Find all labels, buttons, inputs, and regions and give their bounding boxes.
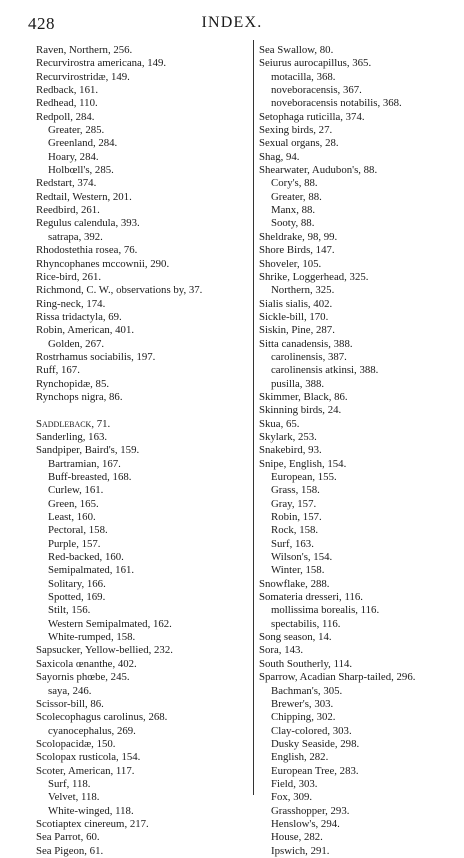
index-entry: Setophaga ruticilla, 374.: [259, 110, 365, 123]
index-subentry: Green, 165.: [48, 497, 99, 510]
index-subentry: noveboracensis notabilis, 368.: [271, 97, 402, 110]
index-subentry: Field, 303.: [271, 777, 318, 790]
index-entry: Skylark, 253.: [259, 430, 317, 443]
index-entry: Shrike, Loggerhead, 325.: [259, 270, 369, 283]
index-subentry: Least, 160.: [48, 511, 96, 524]
index-entry: Sitta canadensis, 388.: [259, 337, 353, 350]
index-subentry: carolinensis, 387.: [271, 350, 347, 363]
index-entry: Scissor-bill, 86.: [36, 697, 104, 710]
index-subentry: Manx, 88.: [271, 204, 316, 217]
index-subentry: Spotted, 169.: [48, 591, 106, 604]
index-entry: Redback, 161.: [36, 84, 99, 97]
index-subentry: Surf, 118.: [48, 777, 91, 790]
index-entry: Richmond, C. W., observations by, 37.: [36, 284, 203, 297]
section-gap: [36, 404, 254, 417]
index-subentry: House, 282.: [271, 831, 323, 844]
index-subentry: Rock, 158.: [271, 524, 319, 537]
index-entry: Sialis sialis, 402.: [259, 297, 333, 310]
index-entry: Sexing birds, 27.: [259, 124, 333, 137]
index-subentry: Sooty, 88.: [271, 217, 315, 230]
index-subentry: Stilt, 156.: [48, 604, 91, 617]
index-entry: Saddleback, 71.: [36, 417, 111, 430]
page-header: [28, 14, 436, 36]
index-subentry: European, 155.: [271, 471, 337, 483]
index-subentry: European Tree, 283.: [271, 764, 359, 777]
index-subentry: Surf, 163.: [271, 537, 314, 550]
index-subentry: Velvet, 118.: [48, 791, 100, 804]
index-entry: Recurvirostridæ, 149.: [36, 70, 130, 83]
index-subentry: carolinensis atkinsi, 388.: [271, 364, 379, 377]
index-entry: Rynchopidæ, 85.: [36, 377, 110, 390]
index-entry: Song season, 14.: [259, 631, 332, 644]
index-subentry: saya, 246.: [48, 684, 92, 697]
index-entry: Saxicola œnanthe, 402.: [36, 657, 137, 670]
index-entry: Rhodostethia rosea, 76.: [36, 244, 138, 257]
index-entry: Redtail, Western, 201.: [36, 190, 132, 203]
index-entry: Skua, 65.: [259, 417, 300, 430]
page-number: 428: [28, 14, 55, 33]
index-subentry: Western Semipalmated, 162.: [48, 617, 172, 630]
index-entry: Sayornis phœbe, 245.: [36, 671, 130, 684]
index-subentry: English, 282.: [271, 751, 329, 764]
index-entry: Shore Birds, 147.: [259, 244, 335, 257]
index-subentry: Buff-breasted, 168.: [48, 471, 132, 483]
index-subentry: Robin, 157.: [271, 511, 322, 524]
index-entry: Sandpiper, Baird's, 159.: [36, 444, 140, 457]
index-subentry: Pectoral, 158.: [48, 524, 108, 537]
index-entry: Scotiaptex cinereum, 217.: [36, 817, 149, 830]
index-subentry: Purple, 157.: [48, 537, 101, 550]
index-entry: Robin, American, 401.: [36, 324, 135, 337]
index-entry: Scolopacidæ, 150.: [36, 737, 116, 750]
index-entry: Scolopax rusticola, 154.: [36, 751, 141, 764]
index-entry: Siskin, Pine, 287.: [259, 324, 335, 337]
index-subentry: Cory's, 88.: [271, 177, 318, 190]
index-subentry: Golden, 267.: [48, 337, 105, 350]
index-entry: Somateria dresseri, 116.: [259, 591, 363, 604]
index-subentry: Henslow's, 294.: [271, 817, 340, 830]
index-entry: Sickle-bill, 170.: [259, 310, 329, 323]
index-entry: Recurvirostra americana, 149.: [36, 57, 167, 70]
index-subentry: pusilla, 388.: [271, 377, 325, 390]
index-subentry: Semipalmated, 161.: [48, 564, 135, 577]
index-entry: Rissa tridactyla, 69.: [36, 310, 122, 323]
index-entry: Sora, 143.: [259, 644, 304, 657]
index-subentry: Winter, 158.: [271, 564, 325, 577]
index-column-right: [259, 44, 459, 858]
index-subentry: Grasshopper, 293.: [271, 804, 350, 817]
index-entry: Sea Swallow, 80.: [259, 44, 334, 56]
index-entry: Reedbird, 261.: [36, 204, 100, 217]
index-subentry: Northern, 325.: [271, 284, 335, 297]
index-subentry: Ipswich, 291.: [271, 844, 330, 857]
index-entry: Ring-neck, 174.: [36, 297, 106, 310]
index-subentry: cyanocephalus, 269.: [48, 724, 136, 737]
index-column-left: [36, 44, 254, 858]
index-entry: Sapsucker, Yellow-bellied, 232.: [36, 644, 173, 657]
index-subentry: motacilla, 368.: [271, 70, 336, 83]
index-entry: Redhead, 110.: [36, 97, 98, 110]
index-entry: Skinning birds, 24.: [259, 404, 342, 417]
index-subentry: Bartramian, 167.: [48, 457, 121, 470]
index-entry: Rhyncophanes mccownii, 290.: [36, 257, 170, 270]
index-entry: Rynchops nigra, 86.: [36, 390, 123, 403]
index-entry: Redstart, 374.: [36, 177, 97, 190]
index-entry: Sheldrake, 98, 99.: [259, 230, 338, 243]
index-entry: Scoter, American, 117.: [36, 764, 135, 777]
index-subentry: Greenland, 284.: [48, 137, 118, 150]
index-subentry: Clay-colored, 303.: [271, 724, 352, 737]
index-subentry: Curlew, 161.: [48, 484, 104, 497]
index-entry: Redpoll, 284.: [36, 110, 95, 123]
index-entry: Shearwater, Audubon's, 88.: [259, 164, 378, 177]
page-title: INDEX.: [201, 14, 263, 31]
column-divider: [253, 40, 254, 795]
index-subentry: Grass, 158.: [271, 484, 320, 497]
index-entry: Sanderling, 163.: [36, 430, 108, 443]
index-subentry: Solitary, 166.: [48, 577, 106, 590]
index-entry: Skimmer, Black, 86.: [259, 390, 348, 403]
index-subentry: Holbœll's, 285.: [48, 164, 114, 177]
index-entry: Sexual organs, 28.: [259, 137, 339, 150]
index-entry: Rice-bird, 261.: [36, 270, 102, 283]
index-entry: Ruff, 167.: [36, 364, 80, 377]
index-subentry: noveboracensis, 367.: [271, 84, 362, 97]
index-subentry: mollissima borealis, 116.: [271, 604, 380, 617]
index-subentry: Hoary, 284.: [48, 150, 99, 163]
index-subentry: Fox, 309.: [271, 791, 313, 804]
index-subentry: Greater, 285.: [48, 124, 105, 137]
index-entry: Rostrhamus sociabilis, 197.: [36, 350, 156, 363]
index-entry: South Southerly, 114.: [259, 657, 353, 670]
index-entry: Scolecophagus carolinus, 268.: [36, 711, 168, 724]
index-subentry: satrapa, 392.: [48, 230, 103, 243]
index-entry: Sea Pigeon, 61.: [36, 844, 104, 857]
index-subentry: White-winged, 118.: [48, 804, 134, 817]
index-entry: Sea Parrot, 60.: [36, 831, 100, 844]
index-entry: Seiurus aurocapillus, 365.: [259, 57, 372, 70]
index-entry: Snipe, English, 154.: [259, 457, 347, 470]
index-subentry: Gray, 157.: [271, 497, 317, 510]
index-entry: Shag, 94.: [259, 150, 300, 163]
index-entry: Shoveler, 105.: [259, 257, 322, 270]
index-entry: Regulus calendula, 393.: [36, 217, 140, 230]
index-entry: Raven, Northern, 256.: [36, 44, 133, 56]
index-subentry: Brewer's, 303.: [271, 697, 334, 710]
index-subentry: White-rumped, 158.: [48, 631, 136, 644]
index-subentry: Red-backed, 160.: [48, 551, 124, 564]
index-entry: Snakebird, 93.: [259, 444, 322, 457]
index-subentry: spectabilis, 116.: [271, 617, 341, 630]
index-subentry: Dusky Seaside, 298.: [271, 737, 360, 750]
index-subentry: Wilson's, 154.: [271, 551, 333, 564]
index-subentry: Bachman's, 305.: [271, 684, 343, 697]
index-entry: Snowflake, 288.: [259, 577, 330, 590]
index-subentry: Greater, 88.: [271, 190, 322, 203]
index-entry: Sparrow, Acadian Sharp-tailed, 296.: [259, 671, 416, 684]
index-subentry: Chipping, 302.: [271, 711, 336, 724]
